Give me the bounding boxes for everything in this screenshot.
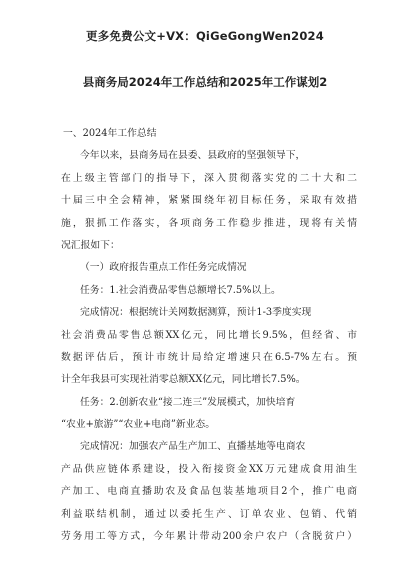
paragraph-line: 况汇报如下：: [61, 239, 120, 251]
paragraph-line: 产品供应链体系建设，投入衔接资金XX万元建成食用油生: [61, 463, 357, 475]
document-body: [61, 123, 357, 548]
paragraph-line: 在上级主管部门的指导下，深入贯彻落实党的二十大和二: [61, 172, 357, 184]
paragraph-line: 劳务用工等方式，今年累计带动200余户农户（含脱贫户）: [61, 531, 357, 543]
paragraph-line: 产加工、电商直播助农及食品包装基地项目2个，推广电商: [61, 486, 357, 498]
paragraph-line: 十届三中全会精神，紧紧围绕年初目标任务，采取有效措: [61, 195, 357, 207]
document-title: 县商务局2024年工作总结和2025年工作谋划2: [82, 75, 328, 89]
paragraph-line: 完成情况：加强农产品生产加工、直播基地等电商农: [80, 441, 306, 453]
paragraph-line: 利益联结机制，通过以委托生产、订单农业、包销、代销: [61, 508, 357, 520]
paragraph-line: “农业+旅游”“农业+电商”新业态。: [61, 419, 216, 431]
header-watermark-text: 更多免费公文+VX：QiGeGongWen2024: [86, 29, 324, 43]
paragraph-line: 计全年我县可实现社消零总额XX亿元，同比增长7.5%。: [61, 374, 306, 386]
paragraph-line: 完成情况：根据统计关网数据测算，预计1-3季度实现: [80, 307, 312, 319]
paragraph-line: 社会消费品零售总额XX亿元，同比增长9.5%，但经省、市: [61, 329, 357, 341]
subsection-heading: （一）政府报告重点工作任务完成情况: [80, 262, 247, 274]
section-heading: 一、2024年工作总结: [63, 128, 157, 139]
paragraph-line: 数据评估后，预计市统计局给定增速只在6.5-7%左右。预: [61, 351, 357, 363]
task-line: 任务：2.创新农业“接二连三”发展模式，加快培育: [80, 396, 296, 408]
paragraph-line: 施，狠抓工作落实，各项商务工作稳步推进，现将有关情: [61, 217, 357, 229]
paragraph-line: 今年以来，县商务局在县委、县政府的坚强领导下，: [80, 150, 306, 162]
task-line: 任务：1.社会消费品零售总额增长7.5%以上。: [80, 284, 281, 296]
